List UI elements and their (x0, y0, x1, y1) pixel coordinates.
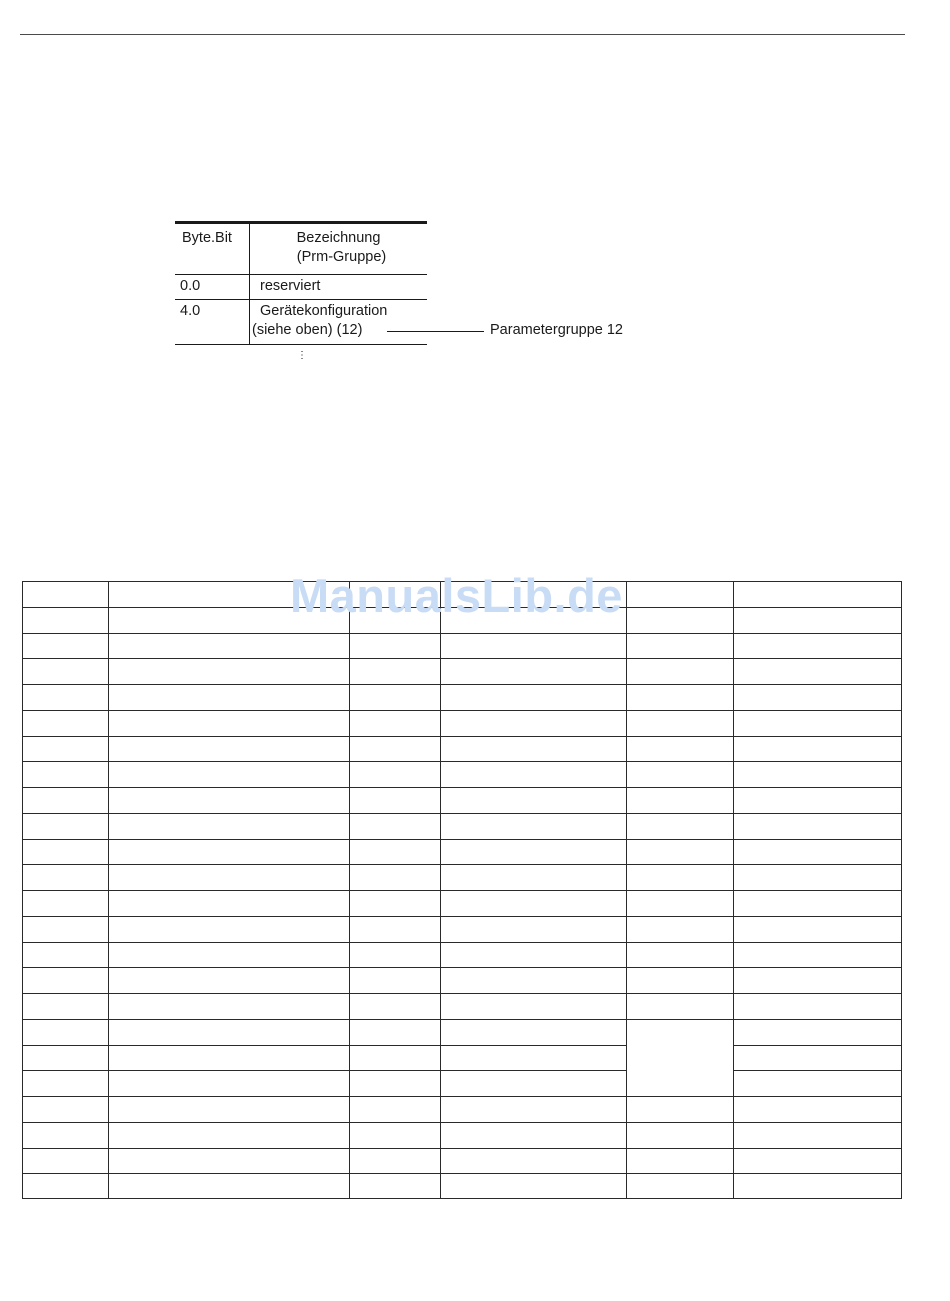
header-designation (250, 224, 427, 274)
row-designation-line2: (siehe oben) (12) (252, 322, 363, 338)
header-designation-line1: Bezeichnung (296, 230, 381, 246)
table-row (175, 300, 427, 345)
callout-leader-line (387, 331, 484, 332)
row-designation: reserviert (260, 278, 321, 294)
row-designation (250, 300, 427, 344)
header-byte-bit: Byte.Bit (175, 224, 250, 274)
grid-lines (22, 581, 902, 1199)
watermark-text: ManualsLib.de (290, 569, 623, 622)
continuation-dots: ⋮ (297, 350, 307, 361)
callout-label: Parametergruppe 12 (490, 322, 623, 338)
table-header-row (175, 224, 427, 275)
header-designation-line2: (Prm-Gruppe) (296, 249, 387, 265)
parameter-grid-table (22, 581, 902, 1199)
header-rule (20, 34, 905, 35)
table-row (175, 275, 427, 300)
row-designation-line1: Gerätekonfiguration (260, 303, 388, 319)
row-byte-bit: 4.0 (175, 300, 250, 344)
reference-table (175, 221, 427, 345)
row-byte-bit: 0.0 (175, 275, 250, 299)
